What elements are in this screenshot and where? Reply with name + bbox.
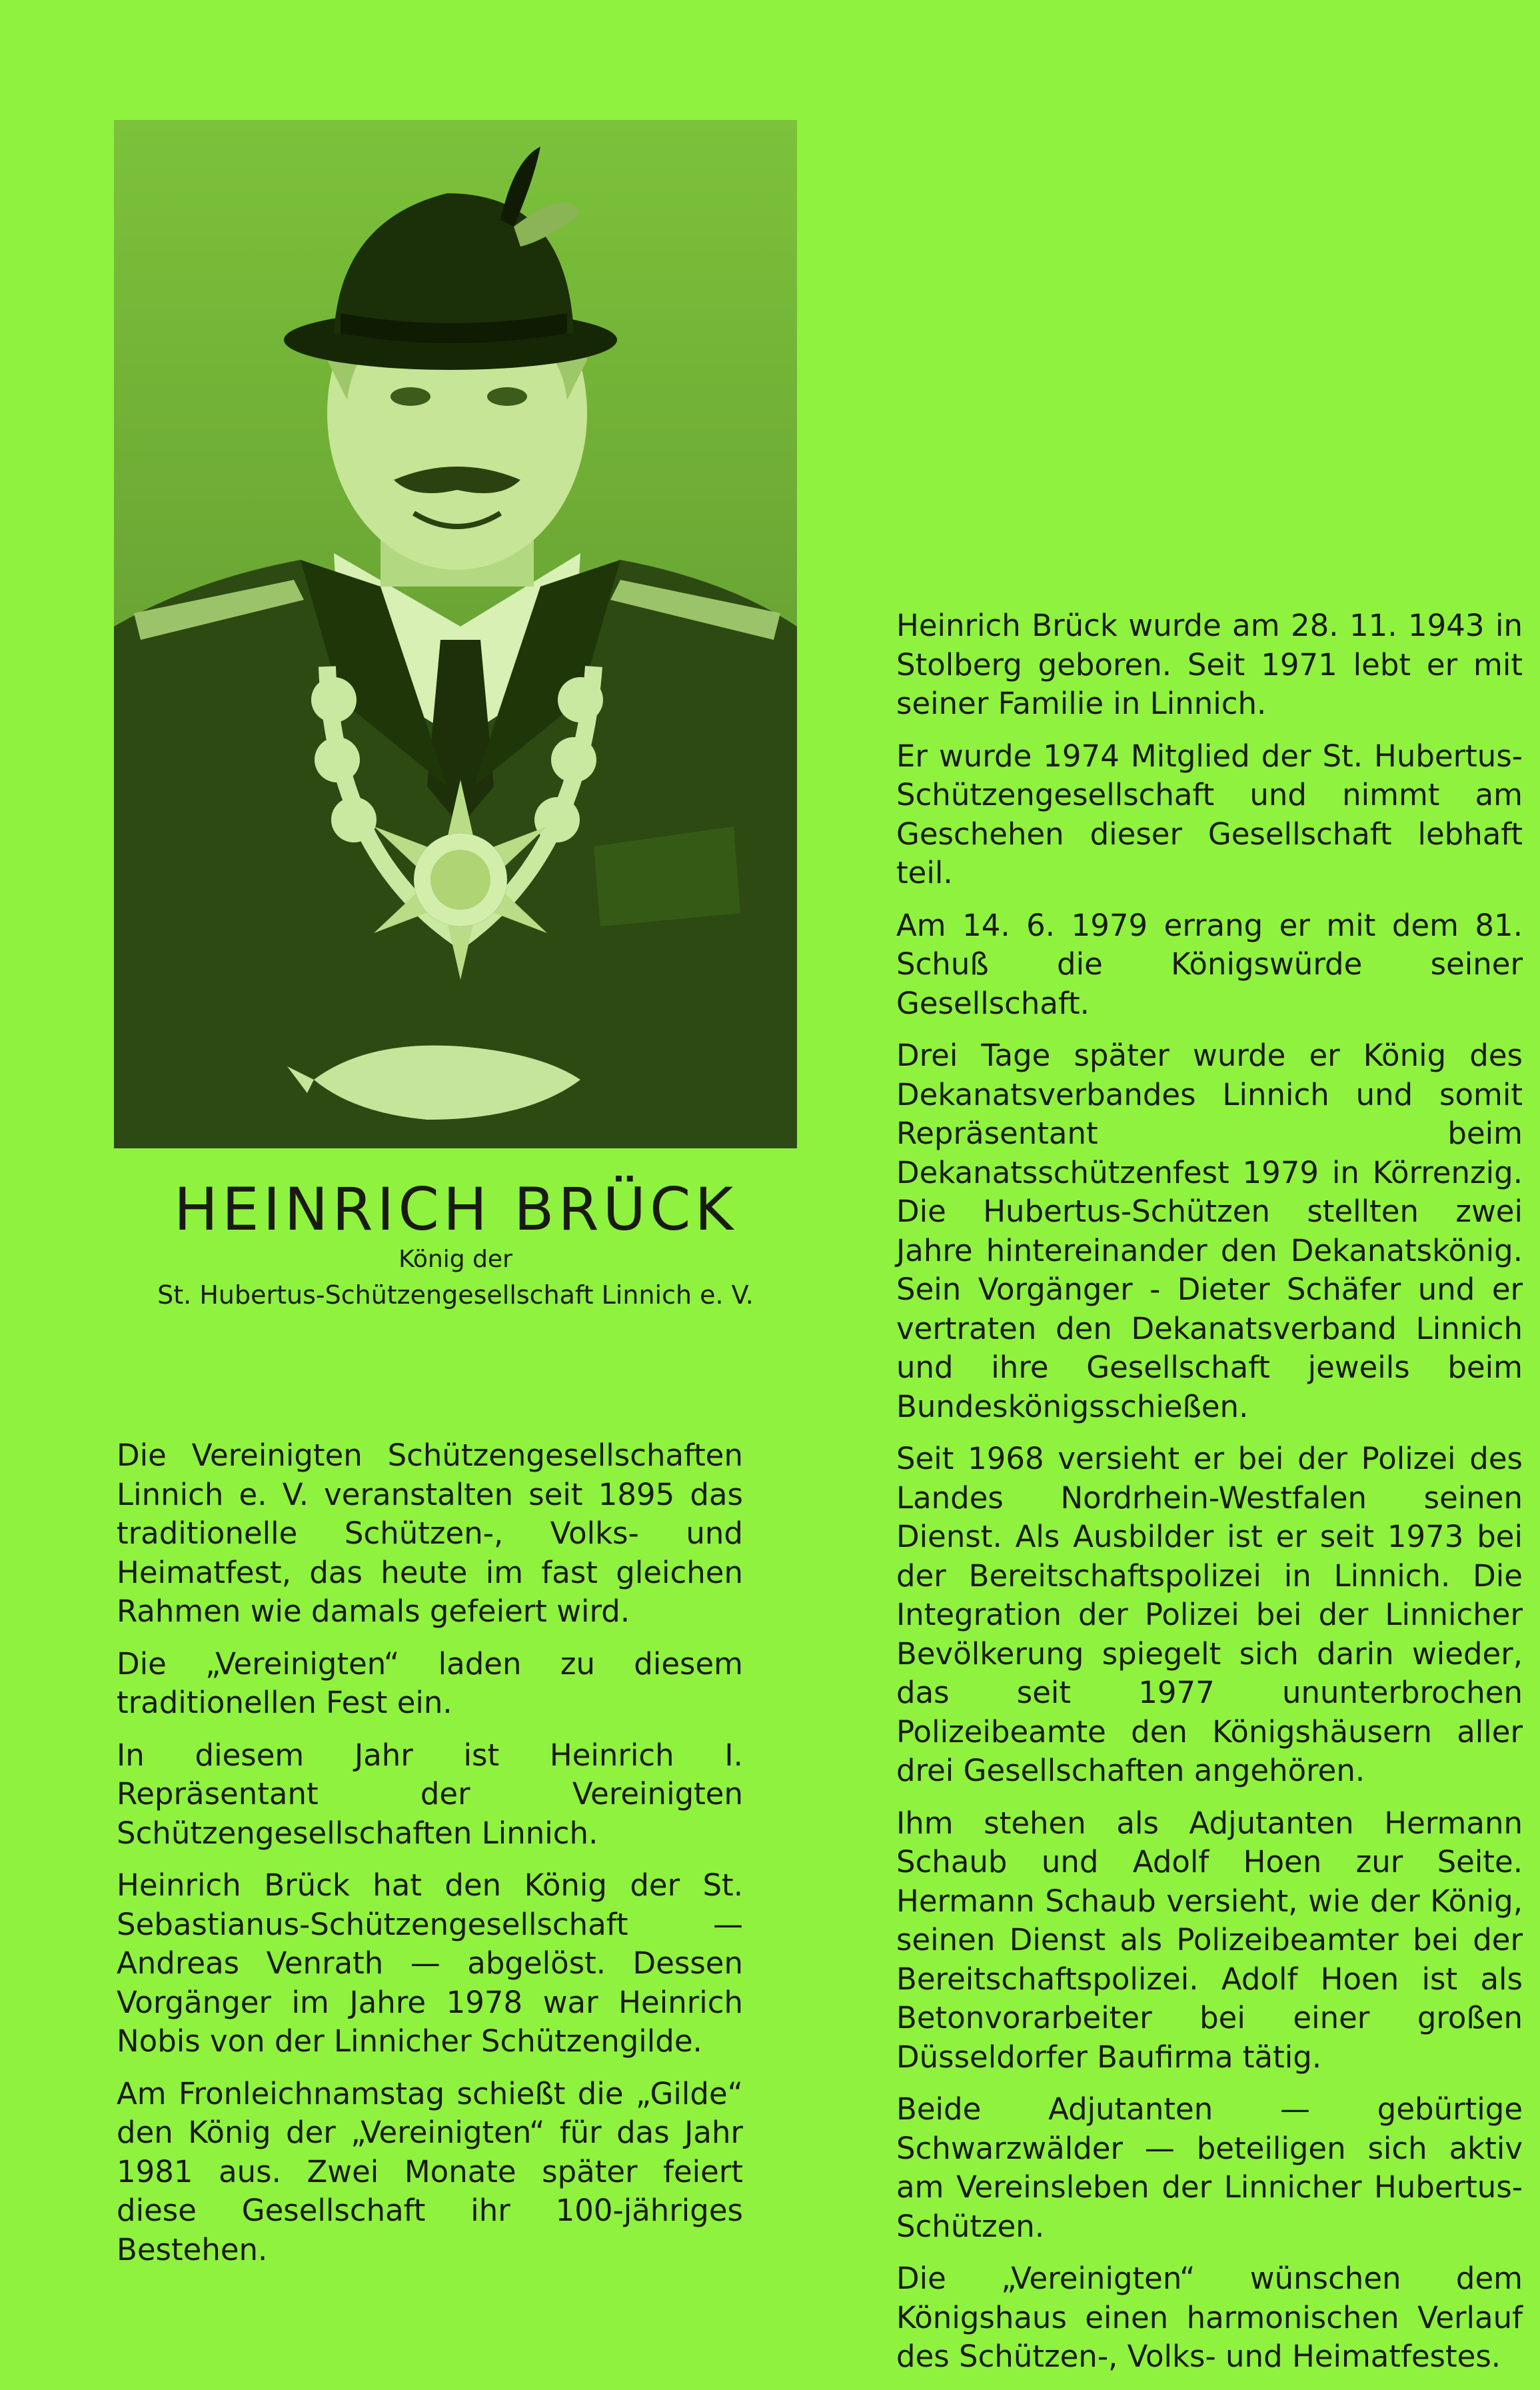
right-paragraph: Ihm stehen als Adjutanten Hermann Schaub und Adolf Hoen zur Seite. Hermann Schaub versieht, wie der König, seinen Dienst als Polizeibeamter bei der Bereitschaftspolizei. Adolf Hoen ist als Betonvorarbeiter bei einer großen Düsseldorfer Baufirma tätig. [896,1805,1523,2075]
left-paragraph: Die Vereinigten Schützengesellschaften Linnich e. V. veranstalten seit 1895 das traditionelle Schützen-, Volks- und Heimatfest, das heute im fast gleichen Rahmen wie damals gefeiert wird. [117,1438,743,1629]
right-paragraph: Er wurde 1974 Mitglied der St. Hubertus-Schützengesellschaft und nimmt am Geschehen dieser Gesellschaft lebhaft teil. [896,738,1523,890]
right-paragraph: Am 14. 6. 1979 errang er mit dem 81. Schuß die Königswürde seiner Gesellschaft. [896,907,1523,1021]
right-paragraph: Heinrich Brück wurde am 28. 11. 1943 in Stolberg geboren. Seit 1971 lebt er mit seiner Familie in Linnich. [896,608,1523,721]
king-name-heading: HEINRICH BRÜCK [173,1175,738,1244]
right-text-column [896,606,1523,2390]
left-paragraph: Am Fronleichnamstag schießt die „Gilde“ den König der „Vereinigten“ für das Jahr 1981 aus. Zwei Monate später feiert diese Gesellschaft ihr 100-jähriges Bestehen. [117,2075,743,2267]
right-paragraph: Die „Vereinigten“ wünschen dem Königshaus einen harmonischen Verlauf des Schützen-, Volks- und Heimatfestes. [896,2261,1523,2374]
right-paragraph: Drei Tage später wurde er König des Dekanatsverbandes Linnich und somit Repräsentant beim Dekanatsschützenfest 1979 in Körrenzig. Die Hubertus-Schützen stellten zwei Jahre hintereinander den Dekanatskönig. Sein Vorgänger - Dieter Schäfer und er vertraten den Dekanatsverband Linnich und ihre Gesellschaft jeweils beim Bundeskönigsschießen. [896,1038,1523,1424]
left-paragraph: Die „Vereinigten“ laden zu diesem traditionellen Fest ein. [117,1646,743,1720]
right-paragraph: Beide Adjutanten — gebürtige Schwarzwälder — beteiligen sich aktiv am Vereinsleben der Linnicher Hubertus-Schützen. [896,2091,1523,2244]
king-title-line: König der [398,1246,512,1273]
portrait-illustration [114,120,797,1148]
left-paragraph: In diesem Jahr ist Heinrich I. Repräsentant der Vereinigten Schützengesellschaften Linnich. [117,1737,743,1851]
right-paragraph: Seit 1968 versieht er bei der Polizei des Landes Nordrhein-Westfalen seinen Dienst. Als Ausbilder ist er seit 1973 bei der Bereitschaftspolizei in Linnich. Die Integration der Polizei bei der Linnicher Bevölkerung spiegelt sich darin wieder, das seit 1977 ununterbrochen Polizeibeamte den Königshäusern aller drei Gesellschaften angehören. [896,1441,1523,1788]
left-text-column [117,1436,743,2283]
society-name-line: St. Hubertus-Schützengesellschaft Linnich e. V. [157,1280,754,1310]
left-paragraph: Heinrich Brück hat den König der St. Sebastianus-Schützengesellschaft — Andreas Venrath — abgelöst. Dessen Vorgänger im Jahre 1978 war Heinrich Nobis von der Linnicher Schützengilde. [117,1867,743,2059]
king-portrait-photo [114,120,797,1148]
